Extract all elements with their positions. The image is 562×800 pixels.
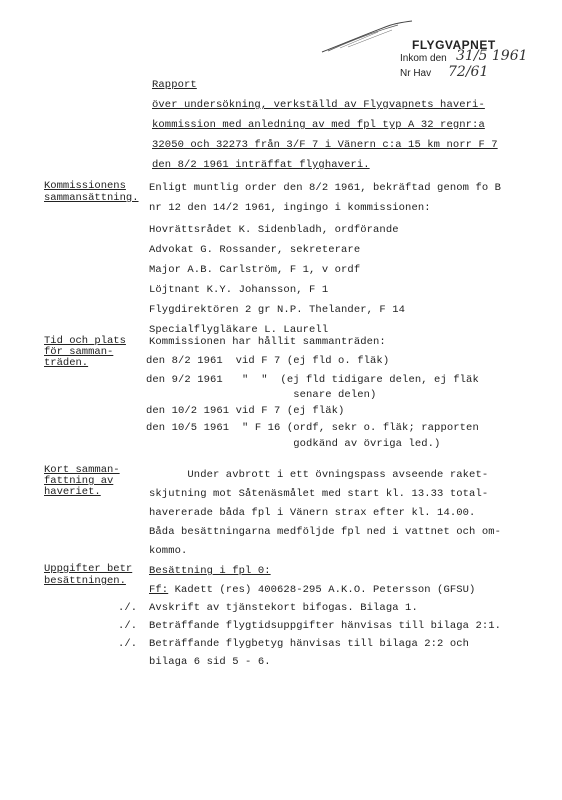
body-line: Kommissionen har hållit sammanträden: — [149, 336, 386, 348]
body-line: havererade båda fpl i Vänern strax efter kl. 14.00. — [149, 507, 476, 519]
body-line: skjutning mot Såtenäsmålet med start kl. 13.33 total- — [149, 488, 489, 500]
stamp-inkom-date: 31/5 1961 — [456, 48, 528, 64]
section-label: Tid och plats — [44, 335, 126, 347]
body-line: kommo. — [149, 545, 188, 557]
meeting-line: den 10/2 1961 vid F 7 (ej fläk) — [146, 405, 345, 417]
attachment-line: bilaga 6 sid 5 - 6. — [149, 656, 271, 668]
body-line: Under avbrott i ett övningspass avseende raket- — [149, 469, 489, 481]
attachment-line: Avskrift av tjänstekort bifogas. Bilaga 1. — [149, 602, 418, 614]
meeting-line: den 9/2 1961 " " (ej fld tidigare delen, ej fläk — [146, 374, 479, 386]
handwritten-signature — [318, 18, 418, 58]
member-line: Advokat G. Rossander, sekreterare — [149, 244, 361, 256]
section-label: för samman- — [44, 346, 114, 358]
body-line: Enligt muntlig order den 8/2 1961, bekräftad genom fo B — [149, 182, 502, 194]
stamp-nr-label: Nr Hav — [400, 68, 432, 79]
member-line: Löjtnant K.Y. Johansson, F 1 — [149, 284, 329, 296]
attachment-line: Beträffande flygbetyg hänvisas till bilaga 2:2 och — [149, 638, 470, 650]
section-label: Kommissionens — [44, 180, 126, 192]
member-line: Hovrättsrådet K. Sidenbladh, ordförande — [149, 224, 399, 236]
attachment-line: Beträffande flygtidsuppgifter hänvisas till bilaga 2:1. — [149, 620, 502, 632]
title-line: Rapport — [152, 79, 197, 91]
section-label: sammansättning. — [44, 192, 139, 204]
member-line: Flygdirektören 2 gr N.P. Thelander, F 14 — [149, 304, 406, 316]
stamp-nr-value: 72/61 — [448, 64, 489, 80]
stamp-inkom-label: Inkom den — [400, 53, 447, 64]
section-label: Uppgifter betr — [44, 563, 133, 575]
body-line: nr 12 den 14/2 1961, ingingo i kommissionen: — [149, 202, 431, 214]
attachment-marker: ./. — [118, 620, 138, 632]
body-line: Båda besättningarna medföljde fpl ned i vattnet och om- — [149, 526, 502, 538]
attachment-marker: ./. — [118, 638, 138, 650]
meeting-line: den 10/5 1961 " F 16 (ordf, sekr o. fläk; rapporten — [146, 422, 479, 434]
crew-heading: Besättning i fpl 0: — [149, 565, 271, 577]
stamp-org: FLYGVAPNET — [412, 38, 496, 52]
ff-label: Ff: — [149, 584, 169, 596]
meeting-line: senare delen) — [146, 389, 377, 401]
ff-text: Kadett (res) 400628-295 A.K.O. Petersson (GFSU) — [168, 584, 476, 596]
pilot-line — [149, 584, 475, 596]
title-line: över undersökning, verkställd av Flygvapnets haveri- — [152, 99, 485, 111]
title-line: den 8/2 1961 inträffat flyghaveri. — [152, 159, 370, 171]
member-line: Specialflygläkare L. Laurell — [149, 324, 329, 336]
member-line: Major A.B. Carlström, F 1, v ordf — [149, 264, 361, 276]
section-label: besättningen. — [44, 575, 126, 587]
attachment-marker: ./. — [118, 602, 138, 614]
section-label: träden. — [44, 357, 89, 369]
title-line: kommission med anledning av med fpl typ A 32 regnr:a — [152, 119, 485, 131]
title-line: 32050 och 32273 från 3/F 7 i Vänern c:a 15 km norr F 7 — [152, 139, 498, 151]
section-label: fattning av — [44, 475, 114, 487]
section-label: Kort samman- — [44, 464, 120, 476]
meeting-line: godkänd av övriga led.) — [146, 438, 441, 450]
meeting-line: den 8/2 1961 vid F 7 (ej fld o. fläk) — [146, 355, 390, 367]
section-label: haveriet. — [44, 486, 101, 498]
